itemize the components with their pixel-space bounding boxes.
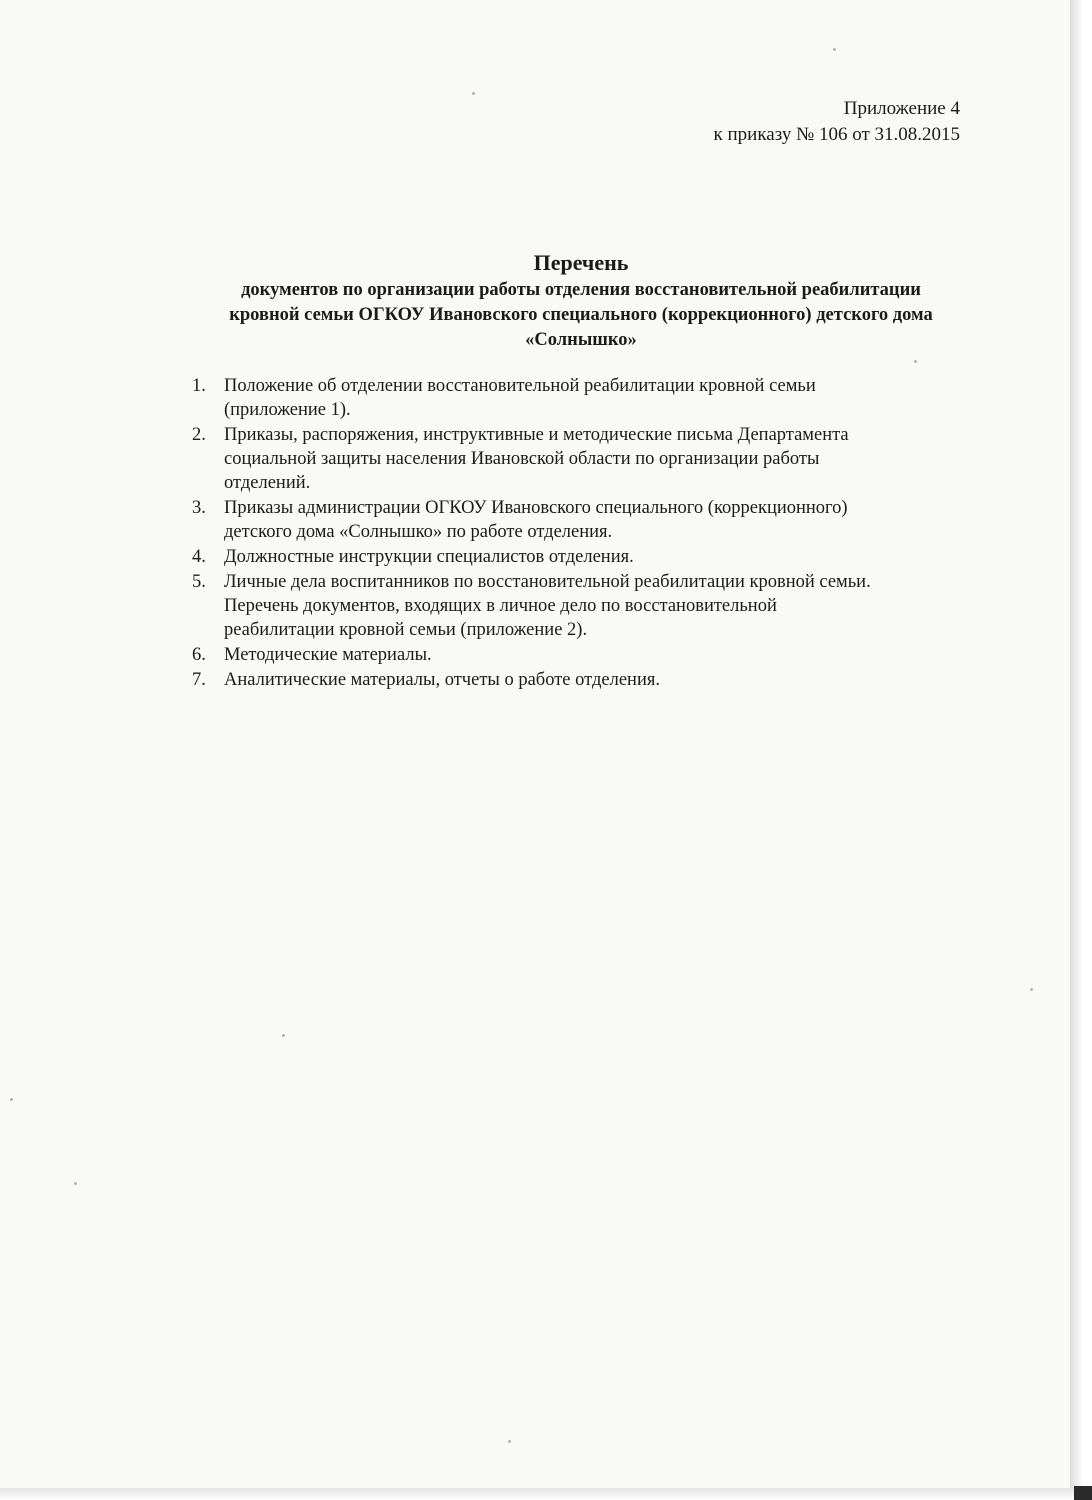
- item-text-line: детского дома «Солнышко» по работе отделения.: [224, 522, 613, 542]
- item-text-line: Должностные инструкции специалистов отделения.: [224, 547, 634, 567]
- item-text-line: отделений.: [224, 473, 311, 493]
- list-item: [192, 668, 992, 692]
- item-text-line: Методические материалы.: [224, 645, 432, 665]
- scan-speck: [472, 92, 475, 95]
- title-sub-line: «Солнышко»: [525, 330, 637, 350]
- document-list: [192, 374, 992, 693]
- scan-edge-bottom: [0, 1488, 1092, 1500]
- scan-speck: [1030, 988, 1033, 991]
- scan-corner-mark: [1074, 1486, 1092, 1500]
- appendix-header: [714, 96, 960, 148]
- item-text-line: социальной защиты населения Ивановской области по организации работы: [224, 449, 820, 469]
- item-text-line: реабилитации кровной семьи (приложение 2).: [224, 620, 588, 640]
- item-number: 7.: [192, 670, 206, 690]
- item-text-line: Аналитические материалы, отчеты о работе отделения.: [224, 670, 660, 690]
- list-item: [192, 374, 992, 422]
- list-item: [192, 496, 992, 544]
- item-text-line: Приказы, распоряжения, инструктивные и методические письма Департамента: [224, 425, 849, 445]
- title-sub-line: кровной семьи ОГКОУ Ивановского специального (коррекционного) детского дома: [229, 305, 933, 325]
- scan-speck: [282, 1034, 285, 1037]
- list-item: [192, 423, 992, 495]
- scan-speck: [914, 360, 917, 363]
- list-item: [192, 545, 992, 569]
- item-text-line: Положение об отделении восстановительной реабилитации кровной семьи: [224, 376, 816, 396]
- title-sub-line: документов по организации работы отделения восстановительной реабилитации: [241, 280, 921, 300]
- order-reference: к приказу № 106 от 31.08.2015: [713, 124, 960, 145]
- scan-edge-right: [1070, 0, 1092, 1500]
- scan-speck: [74, 1182, 77, 1185]
- item-text-line: Приказы администрации ОГКОУ Ивановского специального (коррекционного): [224, 498, 848, 518]
- item-number: 3.: [192, 498, 206, 518]
- document-title: [150, 248, 1012, 353]
- list-item: [192, 570, 992, 642]
- item-number: 4.: [192, 547, 206, 567]
- item-number: 1.: [192, 376, 206, 396]
- item-text-line: Личные дела воспитанников по восстановительной реабилитации кровной семьи.: [224, 572, 871, 592]
- scan-speck: [508, 1440, 511, 1443]
- item-text-line: (приложение 1).: [224, 400, 351, 420]
- scan-speck: [10, 1098, 13, 1101]
- title-main: Перечень: [533, 250, 629, 275]
- item-number: 6.: [192, 645, 206, 665]
- item-text-line: Перечень документов, входящих в личное дело по восстановительной: [224, 596, 777, 616]
- appendix-number: Приложение 4: [843, 98, 960, 119]
- scan-speck: [833, 48, 836, 51]
- item-number: 5.: [192, 572, 206, 592]
- item-number: 2.: [192, 425, 206, 445]
- list-item: [192, 643, 992, 667]
